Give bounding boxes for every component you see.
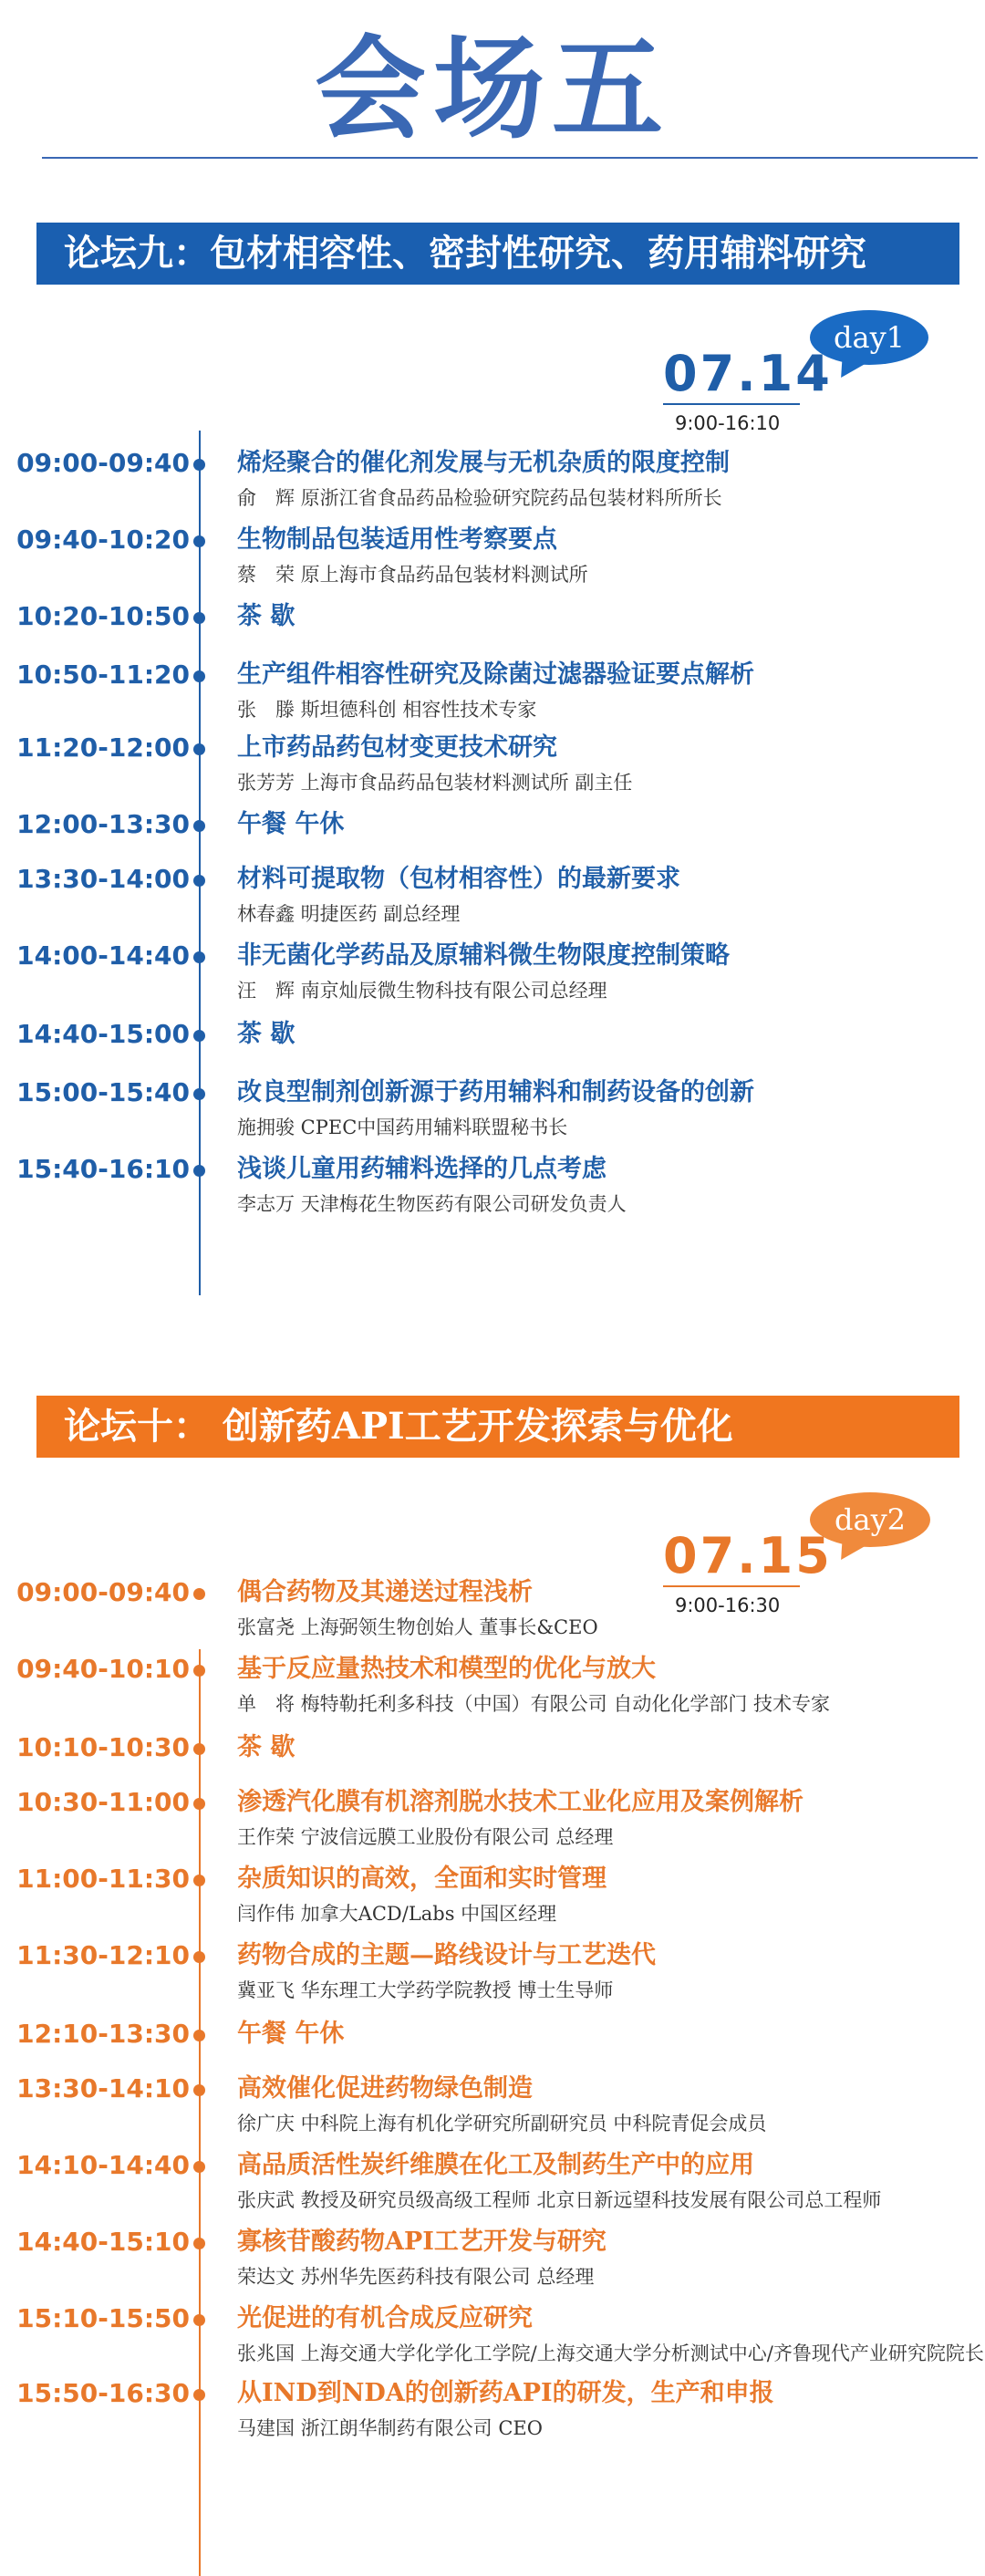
forum-ten-hours: 9:00-16:30 — [675, 1594, 781, 1616]
agenda-row — [0, 2018, 985, 2054]
timeline-dot — [193, 535, 205, 547]
session-time: 09:00-09:40 — [16, 448, 190, 478]
session-title: 午餐 午休 — [237, 810, 345, 838]
agenda-row — [0, 1786, 985, 1848]
session-speaker: 王作荣 宁波信远膜工业股份有限公司 总经理 — [237, 1826, 614, 1848]
agenda-row — [0, 1153, 985, 1215]
session-time: 10:30-11:00 — [16, 1787, 190, 1817]
day-one-bubble: day1 — [810, 310, 928, 365]
session-title: 寡核苷酸药物API工艺开发与研究 — [237, 2228, 607, 2256]
day-two-bubble: day2 — [810, 1492, 930, 1547]
session-time: 14:10-14:40 — [16, 2150, 190, 2180]
session-speaker: 张庆武 教授及研究员级高级工程师 北京日新远望科技发展有限公司总工程师 — [237, 2189, 882, 2211]
session-time: 09:00-09:40 — [16, 1577, 190, 1607]
session-title: 茶 歇 — [237, 1733, 296, 1761]
session-title: 高品质活性炭纤维膜在化工及制药生产中的应用 — [237, 2151, 754, 2179]
session-title: 杂质知识的高效，全面和实时管理 — [237, 1864, 607, 1893]
timeline-dot — [193, 820, 205, 832]
session-time: 15:40-16:10 — [16, 1154, 190, 1184]
session-speaker: 张 滕 斯坦德科创 相容性技术专家 — [237, 699, 537, 721]
session-time: 15:50-16:30 — [16, 2378, 190, 2408]
session-time: 09:40-10:10 — [16, 1654, 190, 1684]
timeline-dot — [193, 2389, 205, 2401]
session-time: 11:20-12:00 — [16, 732, 190, 763]
session-speaker: 张芳芳 上海市食品药品包装材料测试所 副主任 — [237, 772, 633, 794]
agenda-row — [0, 2149, 985, 2211]
session-time: 14:40-15:10 — [16, 2227, 190, 2257]
timeline-dot — [193, 875, 205, 887]
timeline-dot — [193, 2161, 205, 2173]
timeline-dot — [193, 2314, 205, 2326]
timeline-dot — [193, 670, 205, 682]
timeline-dot — [193, 612, 205, 624]
agenda-row — [0, 940, 985, 1002]
session-speaker: 张富尧 上海弼领生物创始人 董事长&CEO — [237, 1616, 598, 1638]
agenda-row — [0, 1863, 985, 1925]
session-title: 渗透汽化膜有机溶剂脱水技术工业化应用及案例解析 — [237, 1788, 804, 1816]
timeline-dot — [193, 2238, 205, 2249]
timeline-dot — [193, 1030, 205, 1042]
session-time: 15:10-15:50 — [16, 2303, 190, 2333]
agenda-row — [0, 1576, 985, 1638]
hall-title: 会场五 — [315, 23, 670, 154]
agenda-row — [0, 659, 985, 721]
agenda-row — [0, 2072, 985, 2135]
session-title: 茶 歇 — [237, 1020, 296, 1048]
timeline-dot — [193, 2084, 205, 2096]
forum-nine-hours: 9:00-16:10 — [675, 412, 781, 434]
forum-ten-date: 07.15 — [663, 1527, 833, 1584]
timeline-dot — [193, 1798, 205, 1810]
agenda-row — [0, 1731, 985, 1768]
session-title: 生物制品包装适用性考察要点 — [237, 525, 557, 554]
timeline-dot — [193, 459, 205, 471]
session-time: 12:00-13:30 — [16, 809, 190, 839]
agenda-row — [0, 2226, 985, 2288]
session-speaker: 施拥骏 CPEC中国药用辅料联盟秘书长 — [237, 1117, 568, 1138]
session-title: 浅谈儿童用药辅料选择的几点考虑 — [237, 1155, 607, 1183]
session-speaker: 蔡 荣 原上海市食品药品包装材料测试所 — [237, 564, 588, 586]
agenda-row — [0, 1939, 985, 2001]
session-speaker: 张兆国 上海交通大学化学化工学院/上海交通大学分析测试中心/齐鲁现代产业研究院院长 — [237, 2342, 984, 2364]
session-title: 药物合成的主题—路线设计与工艺迭代 — [237, 1941, 656, 1969]
session-title: 偶合药物及其递送过程浅析 — [237, 1578, 533, 1606]
agenda-row — [0, 600, 985, 637]
session-title: 材料可提取物（包材相容性）的最新要求 — [237, 865, 680, 893]
session-speaker: 徐广庆 中科院上海有机化学研究所副研究员 中科院青促会成员 — [237, 2113, 767, 2135]
session-title: 非无菌化学药品及原辅料微生物限度控制策略 — [237, 941, 730, 970]
agenda-row — [0, 732, 985, 794]
session-time: 09:40-10:20 — [16, 525, 190, 555]
session-title: 午餐 午休 — [237, 2020, 345, 2048]
session-speaker: 李志万 天津梅花生物医药有限公司研发负责人 — [237, 1193, 627, 1215]
session-title: 茶 歇 — [237, 602, 296, 630]
session-speaker: 俞 辉 原浙江省食品药品检验研究院药品包装材料所所长 — [237, 487, 722, 509]
session-time: 14:40-15:00 — [16, 1019, 190, 1049]
forum-nine-date: 07.14 — [663, 345, 833, 402]
session-title: 从IND到NDA的创新药API的研发，生产和申报 — [237, 2379, 774, 2407]
session-time: 10:20-10:50 — [16, 601, 190, 631]
timeline-dot — [193, 2030, 205, 2041]
timeline-dot — [193, 1951, 205, 1963]
session-speaker: 荣达文 苏州华先医药科技有限公司 总经理 — [237, 2266, 595, 2288]
session-time: 15:00-15:40 — [16, 1077, 190, 1107]
session-title: 生产组件相容性研究及除菌过滤器验证要点解析 — [237, 660, 754, 689]
agenda-row — [0, 1076, 985, 1138]
agenda-row — [0, 808, 985, 845]
session-title: 高效催化促进药物绿色制造 — [237, 2074, 533, 2103]
session-speaker: 马建国 浙江朗华制药有限公司 CEO — [237, 2417, 543, 2439]
session-time: 13:30-14:10 — [16, 2073, 190, 2103]
agenda-row — [0, 863, 985, 925]
session-speaker: 闫作伟 加拿大ACD/Labs 中国区经理 — [237, 1903, 557, 1925]
date-underline — [663, 403, 800, 405]
agenda-row — [0, 2302, 985, 2364]
agenda-row — [0, 1018, 985, 1054]
session-time: 13:30-14:00 — [16, 864, 190, 894]
session-time: 12:10-13:30 — [16, 2019, 190, 2049]
session-title: 烯烃聚合的催化剂发展与无机杂质的限度控制 — [237, 449, 730, 477]
session-title: 光促进的有机合成反应研究 — [237, 2304, 533, 2332]
session-title: 改良型制剂创新源于药用辅料和制药设备的创新 — [237, 1078, 754, 1106]
session-title: 基于反应量热技术和模型的优化与放大 — [237, 1655, 656, 1683]
timeline-dot — [193, 1743, 205, 1755]
timeline-dot — [193, 1088, 205, 1100]
agenda-row — [0, 524, 985, 586]
session-speaker: 汪 辉 南京灿辰微生物科技有限公司总经理 — [237, 980, 607, 1002]
session-speaker: 冀亚飞 华东理工大学药学院教授 博士生导师 — [237, 1979, 614, 2001]
timeline-dot — [193, 951, 205, 963]
timeline-dot — [193, 1588, 205, 1600]
forum-nine-banner: 论坛九：包材相容性、密封性研究、药用辅料研究 — [36, 223, 959, 285]
session-speaker: 林春鑫 明捷医药 副总经理 — [237, 903, 461, 925]
agenda-row — [0, 1653, 985, 1715]
forum-ten-banner: 论坛十： 创新药API工艺开发探索与优化 — [36, 1396, 959, 1458]
agenda-row — [0, 447, 985, 509]
agenda-row — [0, 2377, 985, 2439]
timeline-dot — [193, 1665, 205, 1677]
timeline-dot — [193, 1165, 205, 1177]
session-time: 11:30-12:10 — [16, 1940, 190, 1970]
session-time: 10:50-11:20 — [16, 660, 190, 690]
session-title: 上市药品药包材变更技术研究 — [237, 733, 557, 762]
session-time: 14:00-14:40 — [16, 940, 190, 971]
session-speaker: 单 将 梅特勒托利多科技（中国）有限公司 自动化化学部门 技术专家 — [237, 1693, 831, 1715]
session-time: 11:00-11:30 — [16, 1864, 190, 1894]
title-divider — [42, 157, 978, 159]
timeline-dot — [193, 743, 205, 755]
session-time: 10:10-10:30 — [16, 1732, 190, 1762]
timeline-dot — [193, 1875, 205, 1886]
